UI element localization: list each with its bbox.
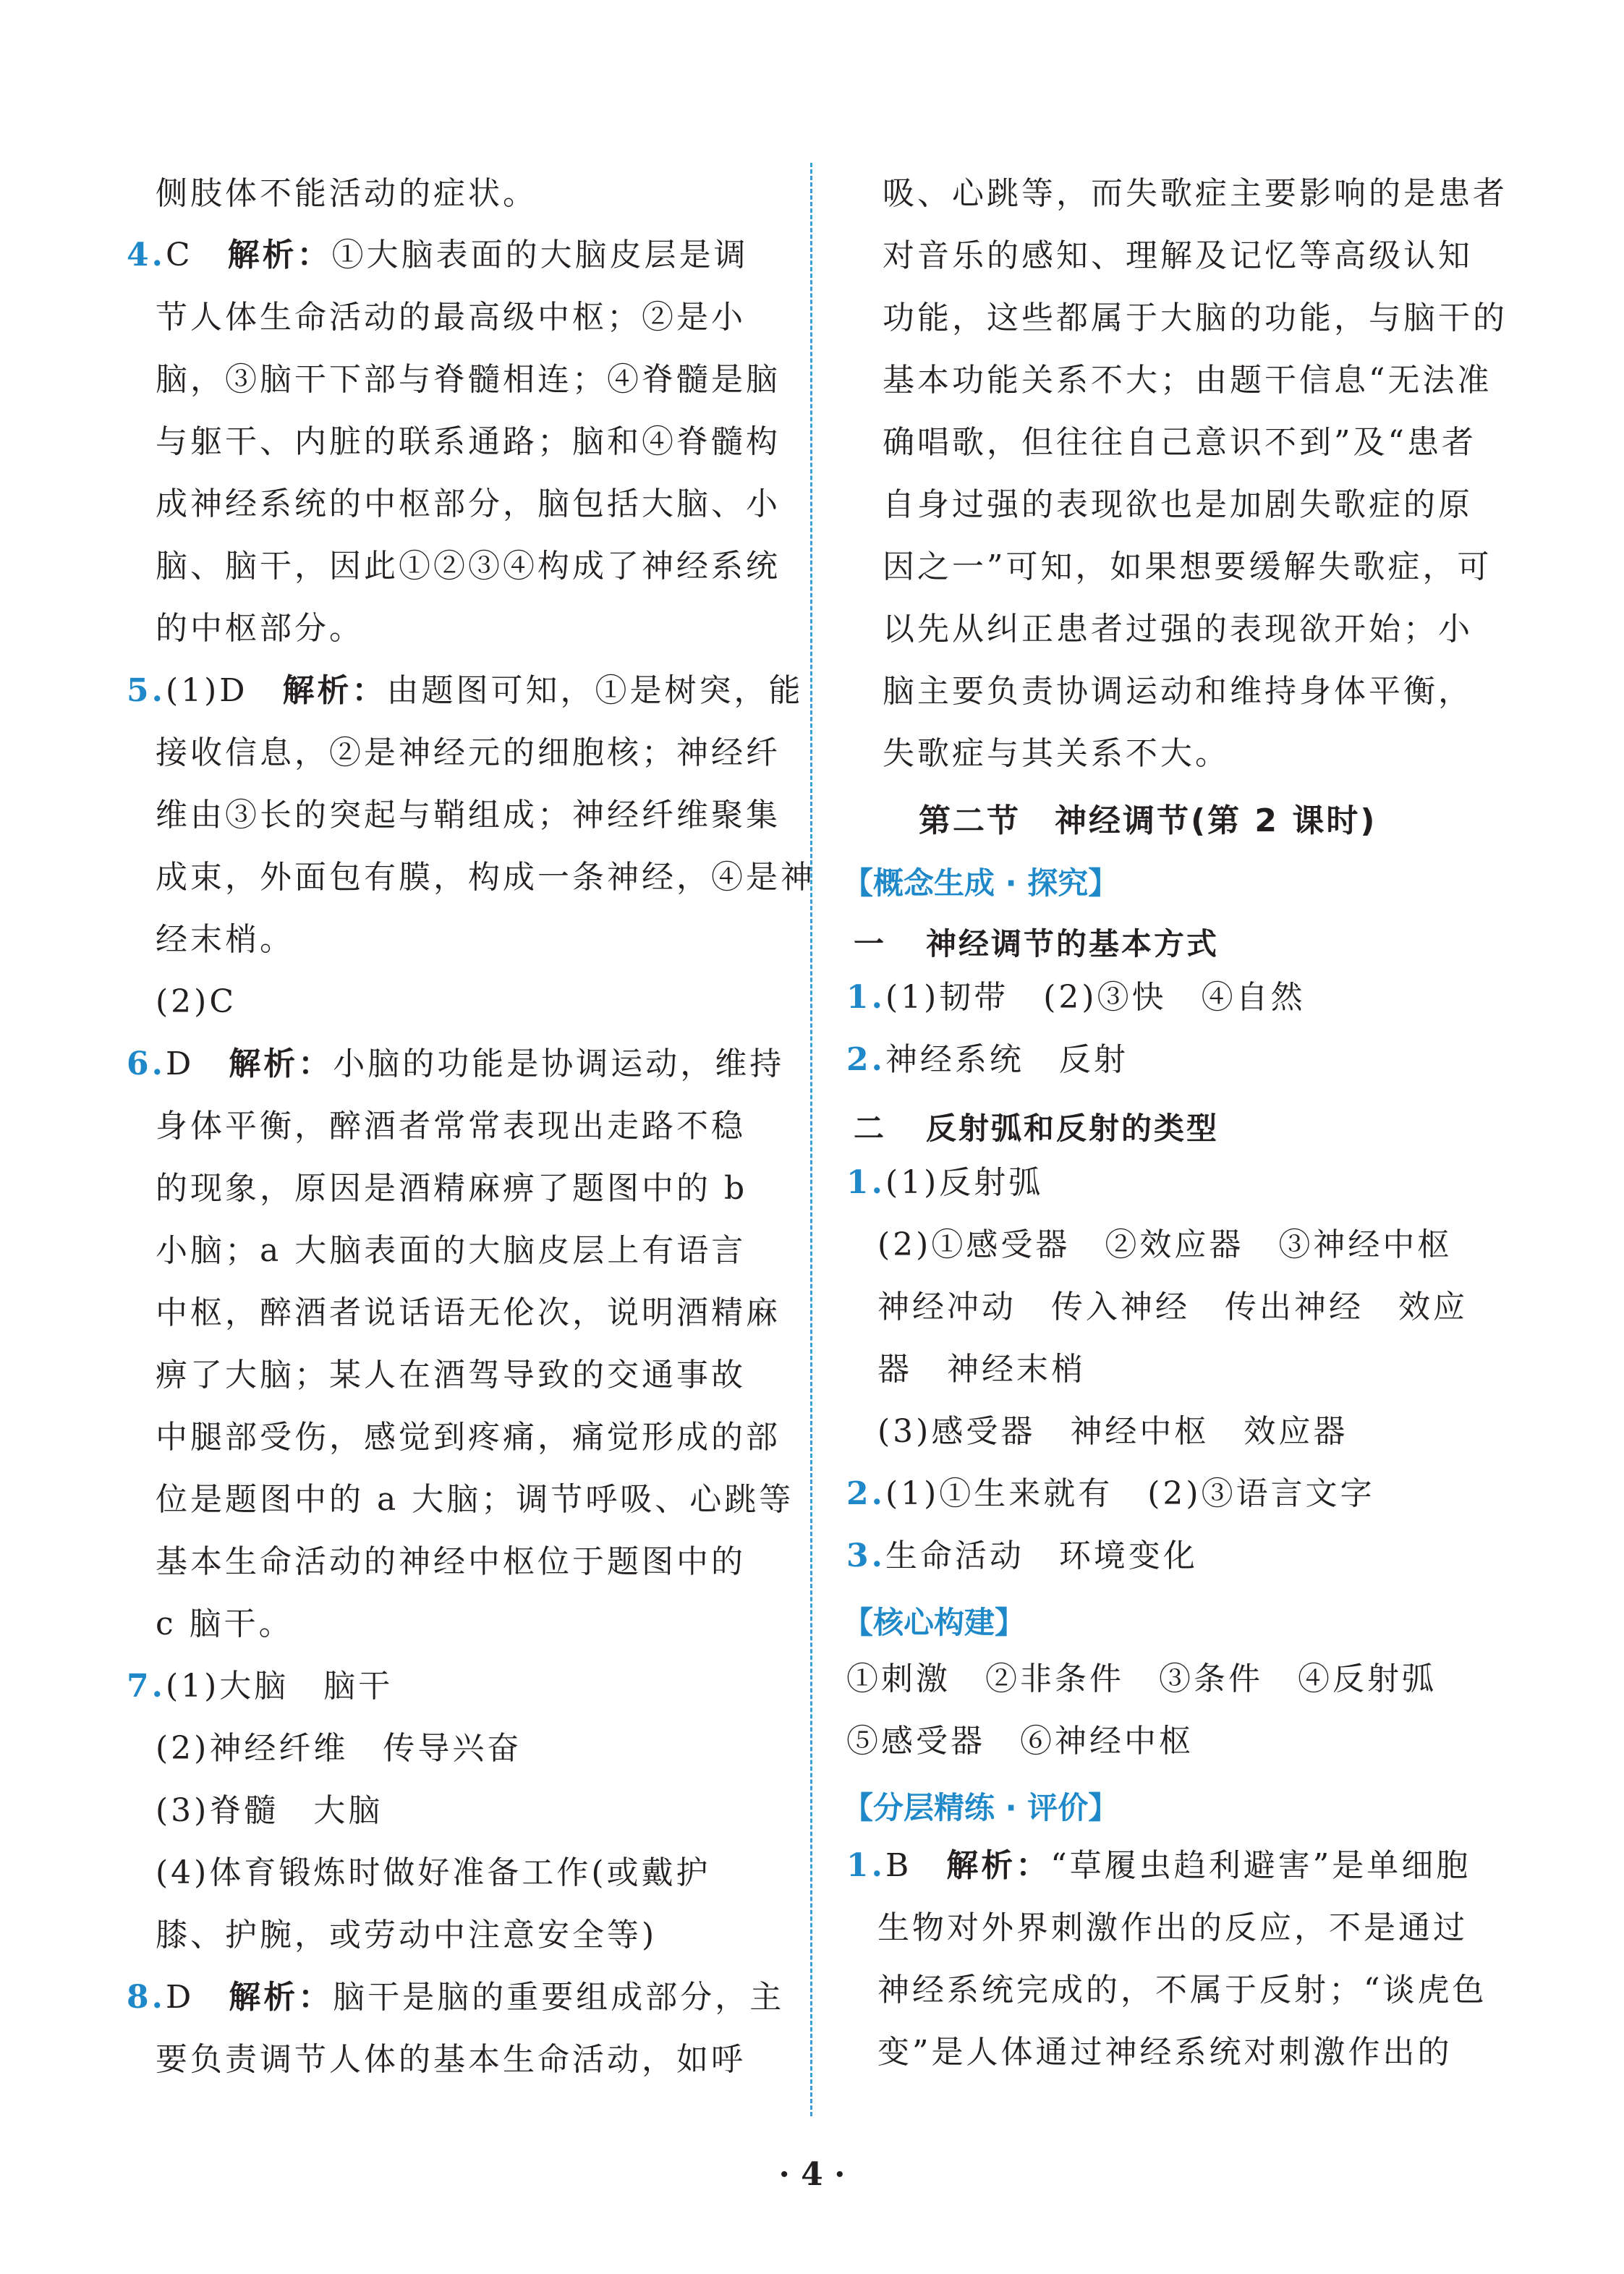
text-line: 的中枢部分。 (156, 610, 364, 647)
text-line: 吸、心跳等，而失歌症主要影响的是患者 (883, 175, 1508, 212)
question-number: 6. (127, 1045, 166, 1082)
text-line: 与躯干、内脏的联系通路；脑和④脊髓构 (156, 423, 781, 460)
text-line: 基本功能关系不大；由题干信息“无法准 (883, 362, 1492, 399)
analysis-label: 解析： (229, 1979, 333, 2016)
text-line: 器 神经末梢 (877, 1351, 1086, 1388)
text-line: 中腿部受伤，感觉到疼痛，痛觉形成的部 (156, 1419, 781, 1456)
answer-1b (846, 1152, 1043, 1214)
answer-1 (846, 967, 1306, 1029)
answer-5 (127, 660, 804, 722)
question-number: 4. (127, 237, 166, 273)
text-line: 经末梢。 (156, 921, 294, 958)
question-number: 1. (846, 979, 885, 1016)
question-number: 8. (127, 1979, 166, 2016)
right-column (814, 0, 1624, 2142)
text-line: 维由③长的突起与鞘组成；神经纤维聚集 (156, 797, 781, 833)
text-line: (3)脊髓 大脑 (156, 1792, 383, 1829)
question-number: 3. (846, 1537, 885, 1574)
answer-choice: C (165, 237, 193, 273)
text-line: 神经系统完成的，不属于反射；“谈虎色 (877, 1972, 1487, 2008)
answer-6 (127, 1033, 784, 1095)
text-line: 由题图可知，①是树突，能 (386, 672, 804, 709)
subheading-1 (854, 920, 1219, 964)
section-bracket-core: 【核心构建】 (843, 1605, 1026, 1640)
page-number: · 4 · (778, 2156, 846, 2193)
analysis-label: 解析： (227, 237, 332, 273)
text-line: ①大脑表面的大脑皮层是调 (331, 237, 749, 273)
text-line: 小脑；a 大脑表面的大脑皮层上有语言 (156, 1232, 747, 1269)
section-bracket-practice: 【分层精练 · 评价】 (843, 1790, 1119, 1825)
answer-1c (846, 1835, 1471, 1897)
question-number: 1. (846, 1847, 885, 1884)
text-line: 节人体生命活动的最高级中枢；②是小 (156, 299, 746, 336)
text-line: 自身过强的表现欲也是加剧失歌症的原 (883, 486, 1473, 523)
text-line: 变”是人体通过神经系统对刺激作出的 (877, 2034, 1453, 2071)
question-number: 2. (846, 1041, 885, 1078)
text-line: 因之一”可知，如果想要缓解失歌症，可 (883, 548, 1492, 585)
answer-2b (846, 1463, 1375, 1525)
answer-2 (846, 1029, 1128, 1091)
text-line: (1)韧带 (2)③快 ④自然 (885, 979, 1306, 1016)
subheading-index: 二 (854, 1111, 887, 1146)
text-line: ⑤感受器 ⑥神经中枢 (846, 1723, 1194, 1760)
question-number: 5. (127, 672, 166, 709)
text-line: 失歌症与其关系不大。 (883, 735, 1230, 772)
section-title: 第二节 神经调节(第 2 课时) (919, 802, 1377, 839)
text-line: 侧肢体不能活动的症状。 (156, 175, 537, 212)
answer-4 (127, 224, 749, 287)
text-line: 脑干是脑的重要组成部分，主 (333, 1979, 785, 2016)
text-line: 以先从纠正患者过强的表现欲开始；小 (883, 611, 1473, 648)
text-line: 脑、脑干，因此①②③④构成了神经系统 (156, 548, 781, 585)
text-line: (4)体育锻炼时做好准备工作(或戴护 (156, 1854, 711, 1891)
analysis-label: 解析： (946, 1847, 1051, 1884)
text-line: “草履虫趋利避害”是单细胞 (1050, 1847, 1471, 1884)
question-number: 1. (846, 1164, 885, 1201)
text-line: 神经系统 反射 (885, 1041, 1128, 1078)
analysis-label: 解析： (282, 672, 387, 709)
question-number: 7. (127, 1668, 166, 1705)
subheading-2 (854, 1105, 1219, 1148)
answer-choice: D (165, 1979, 195, 2016)
answer-3b (846, 1525, 1198, 1587)
answer-7 (127, 1655, 393, 1718)
text-line: (2)①感受器 ②效应器 ③神经中枢 (877, 1226, 1453, 1263)
left-column (0, 0, 815, 2142)
section-bracket-concept: 【概念生成 · 探究】 (843, 865, 1119, 901)
text-line: 基本生命活动的神经中枢位于题图中的 (156, 1543, 746, 1580)
subheading-index: 一 (854, 926, 887, 962)
text-line: 神经冲动 传入神经 传出神经 效应 (877, 1289, 1468, 1325)
text-line: 接收信息，②是神经元的细胞核；神经纤 (156, 734, 781, 771)
text-line: 脑，③脑干下部与脊髓相连；④脊髓是脑 (156, 361, 781, 398)
text-line: 膝、护腕，或劳动中注意安全等) (156, 1917, 658, 1953)
text-line: (2)神经纤维 传导兴奋 (156, 1730, 522, 1767)
text-line: 痹了大脑；某人在酒驾导致的交通事故 (156, 1357, 746, 1393)
text-line: 生物对外界刺激作出的反应，不是通过 (877, 1909, 1468, 1946)
text-line: 脑主要负责协调运动和维持身体平衡， (883, 673, 1473, 710)
text-line: 小脑的功能是协调运动，维持 (333, 1045, 785, 1082)
text-line: 要负责调节人体的基本生命活动，如呼 (156, 2041, 746, 2078)
text-line: 功能，这些都属于大脑的功能，与脑干的 (883, 300, 1508, 336)
subheading-text: 神经调节的基本方式 (926, 926, 1220, 962)
text-line: (1)①生来就有 (2)③语言文字 (885, 1475, 1375, 1512)
text-line: 成束，外面包有膜，构成一条神经，④是神 (156, 859, 815, 896)
text-line: (1)反射弧 (885, 1164, 1044, 1201)
text-line: 位是题图中的 a 大脑；调节呼吸、心跳等 (156, 1481, 794, 1518)
column-divider (810, 163, 812, 2116)
text-line: 的现象，原因是酒精麻痹了题图中的 b (156, 1170, 748, 1207)
answer-choice: D (165, 1045, 195, 1082)
subheading-text: 反射弧和反射的类型 (926, 1111, 1220, 1146)
text-line: (1)大脑 脑干 (165, 1668, 394, 1705)
text-line: (3)感受器 神经中枢 效应器 (877, 1413, 1348, 1450)
text-line: 中枢，醉酒者说话语无伦次，说明酒精麻 (156, 1294, 781, 1331)
answer-choice: (1)D (165, 672, 248, 709)
answer-choice: B (885, 1847, 912, 1884)
text-line: ①刺激 ②非条件 ③条件 ④反射弧 (846, 1660, 1437, 1697)
question-number: 2. (846, 1475, 885, 1512)
text-line: 成神经系统的中枢部分，脑包括大脑、小 (156, 485, 781, 522)
text-line: (2)C (156, 983, 237, 1020)
text-line: 对音乐的感知、理解及记忆等高级认知 (883, 237, 1473, 274)
analysis-label: 解析： (229, 1045, 333, 1082)
text-line: c 脑干。 (156, 1605, 294, 1642)
answer-8 (127, 1967, 784, 2029)
text-line: 生命活动 环境变化 (885, 1537, 1198, 1574)
text-line: 确唱歌，但往往自己意识不到”及“患者 (883, 424, 1476, 461)
text-line: 身体平衡，醉酒者常常表现出走路不稳 (156, 1108, 746, 1145)
